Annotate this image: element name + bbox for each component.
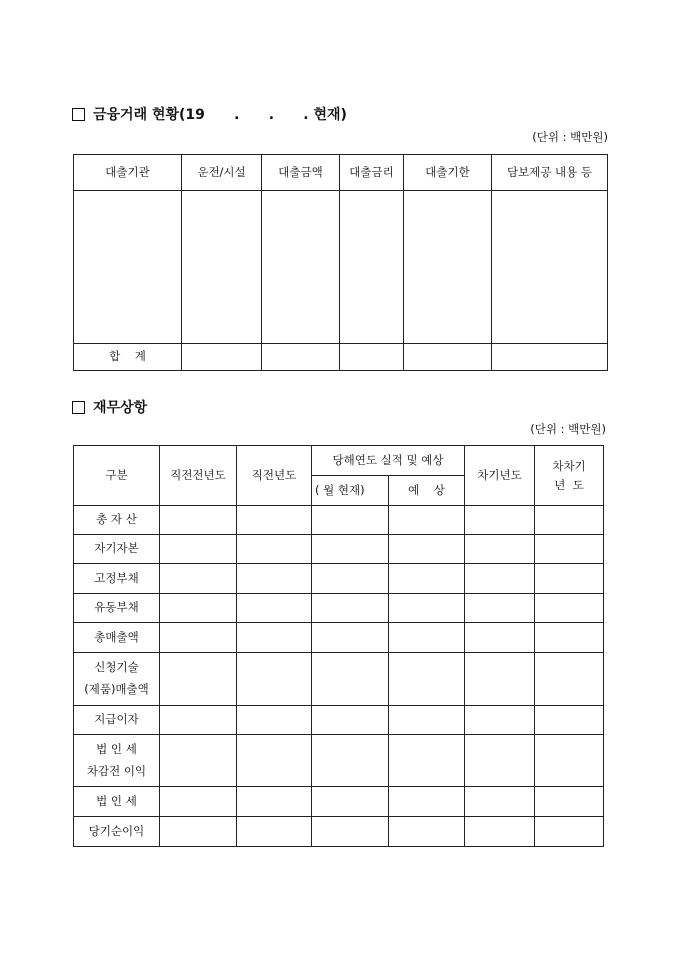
input-cell[interactable] xyxy=(535,623,604,653)
input-cell[interactable] xyxy=(237,594,312,623)
input-cell[interactable] xyxy=(237,535,312,564)
input-cell[interactable] xyxy=(160,653,237,706)
input-cell[interactable] xyxy=(465,817,535,847)
table-row xyxy=(74,564,604,594)
input-cell[interactable] xyxy=(160,506,237,535)
input-cell[interactable] xyxy=(312,787,389,817)
input-cell[interactable] xyxy=(160,735,237,787)
row-label xyxy=(74,653,160,706)
input-cell[interactable] xyxy=(160,706,237,735)
input-cell[interactable] xyxy=(312,594,389,623)
row-label-line: 차감전 이익 xyxy=(86,763,147,778)
input-cell[interactable] xyxy=(465,653,535,706)
header-prev1: 직전년도 xyxy=(237,446,312,506)
input-cell[interactable] xyxy=(389,735,465,787)
input-cell[interactable] xyxy=(404,344,492,371)
input-cell[interactable] xyxy=(465,535,535,564)
loan-table-body xyxy=(74,191,608,344)
input-cell[interactable] xyxy=(492,344,608,371)
input-cell[interactable] xyxy=(237,564,312,594)
header-next2 xyxy=(535,446,604,506)
input-cell[interactable] xyxy=(535,535,604,564)
input-cell[interactable] xyxy=(389,623,465,653)
checkbox-square-icon xyxy=(72,401,85,414)
unit-label: (단위 : 백만원) xyxy=(530,422,606,436)
input-cell[interactable] xyxy=(262,191,340,344)
input-cell[interactable] xyxy=(312,653,389,706)
input-cell[interactable] xyxy=(160,535,237,564)
row-label-line: 법 인 세 xyxy=(96,741,137,756)
section-title-financial-status xyxy=(72,397,147,417)
row-label-line: 유동부채 xyxy=(94,600,139,615)
row-label-line: 신청기술 xyxy=(94,660,139,675)
input-cell[interactable] xyxy=(465,506,535,535)
checkbox-square-icon xyxy=(72,108,85,121)
input-cell[interactable] xyxy=(312,817,389,847)
input-cell[interactable] xyxy=(465,564,535,594)
header-current-actual: ( 월 현재) xyxy=(312,476,389,506)
row-label-line: 지급이자 xyxy=(94,712,139,727)
table-row xyxy=(74,506,604,535)
table-row xyxy=(74,623,604,653)
input-cell[interactable] xyxy=(237,787,312,817)
row-label xyxy=(74,817,160,847)
row-label-line: 자기자본 xyxy=(94,541,139,556)
input-cell[interactable] xyxy=(389,817,465,847)
input-cell[interactable] xyxy=(74,191,182,344)
row-label xyxy=(74,564,160,594)
header-prev2: 직전전년도 xyxy=(160,446,237,506)
total-label: 합 계 xyxy=(74,344,182,371)
row-label xyxy=(74,706,160,735)
input-cell[interactable] xyxy=(237,706,312,735)
header-cell: 대출기한 xyxy=(404,155,492,191)
header-cell: 대출금리 xyxy=(340,155,404,191)
input-cell[interactable] xyxy=(312,623,389,653)
input-cell[interactable] xyxy=(492,191,608,344)
input-cell[interactable] xyxy=(160,817,237,847)
input-cell[interactable] xyxy=(389,653,465,706)
row-label xyxy=(74,506,160,535)
input-cell[interactable] xyxy=(535,787,604,817)
input-cell[interactable] xyxy=(237,817,312,847)
row-label-line: 법 인 세 xyxy=(96,793,137,808)
financial-table-header xyxy=(74,446,604,476)
row-label xyxy=(74,623,160,653)
input-cell[interactable] xyxy=(465,706,535,735)
header-cell: 대출금액 xyxy=(262,155,340,191)
input-cell[interactable] xyxy=(535,594,604,623)
input-cell[interactable] xyxy=(340,344,404,371)
section-title-text: 재무상항 xyxy=(93,400,148,416)
input-cell[interactable] xyxy=(312,706,389,735)
input-cell[interactable] xyxy=(237,653,312,706)
loan-table-header xyxy=(74,155,608,191)
input-cell[interactable] xyxy=(312,535,389,564)
header-current: 당해연도 실적 및 예상 xyxy=(312,446,465,476)
table-row xyxy=(74,535,604,564)
input-cell[interactable] xyxy=(182,191,262,344)
input-cell[interactable] xyxy=(182,344,262,371)
input-cell[interactable] xyxy=(535,817,604,847)
input-cell[interactable] xyxy=(389,706,465,735)
input-cell[interactable] xyxy=(535,735,604,787)
header-current-forecast: 예 상 xyxy=(389,476,465,506)
header-cell: 운전/시설 xyxy=(182,155,262,191)
section-title-text: 금융거래 현황(19 . . . 현재) xyxy=(93,107,347,123)
row-label xyxy=(74,735,160,787)
row-label-line: 당기순이익 xyxy=(88,823,145,838)
table-row xyxy=(74,735,604,787)
financial-table xyxy=(73,445,604,847)
row-label-line: 고정부채 xyxy=(94,570,139,585)
table-row xyxy=(74,653,604,706)
input-cell[interactable] xyxy=(535,506,604,535)
input-cell[interactable] xyxy=(389,787,465,817)
input-cell[interactable] xyxy=(160,623,237,653)
row-label xyxy=(74,594,160,623)
input-cell[interactable] xyxy=(389,535,465,564)
input-cell[interactable] xyxy=(389,564,465,594)
input-cell[interactable] xyxy=(465,735,535,787)
input-cell[interactable] xyxy=(535,706,604,735)
loan-table xyxy=(73,154,608,371)
input-cell[interactable] xyxy=(389,506,465,535)
unit-label: (단위 : 백만원) xyxy=(532,130,608,144)
input-cell[interactable] xyxy=(262,344,340,371)
header-category: 구분 xyxy=(74,446,160,506)
input-cell[interactable] xyxy=(535,653,604,706)
input-cell[interactable] xyxy=(237,506,312,535)
input-cell[interactable] xyxy=(465,623,535,653)
row-label-line: 총 자 산 xyxy=(96,512,137,527)
input-cell[interactable] xyxy=(160,564,237,594)
row-label xyxy=(74,535,160,564)
input-cell[interactable] xyxy=(465,787,535,817)
input-cell[interactable] xyxy=(535,564,604,594)
table-row xyxy=(74,594,604,623)
row-label xyxy=(74,787,160,817)
input-cell[interactable] xyxy=(312,735,389,787)
table-row xyxy=(74,706,604,735)
input-cell[interactable] xyxy=(465,594,535,623)
input-cell[interactable] xyxy=(237,623,312,653)
loan-table-total xyxy=(74,344,608,371)
section-title-financial-transactions xyxy=(72,104,347,124)
header-next1: 차기년도 xyxy=(465,446,535,506)
header-cell: 대출기관 xyxy=(74,155,182,191)
header-next2-line1: 차차기 xyxy=(552,459,586,474)
header-cell: 담보제공 내용 등 xyxy=(492,155,608,191)
input-cell[interactable] xyxy=(237,735,312,787)
input-cell[interactable] xyxy=(312,506,389,535)
row-label-line: 총매출액 xyxy=(94,629,139,644)
input-cell[interactable] xyxy=(340,191,404,344)
header-next2-line2: 년 도 xyxy=(554,477,584,492)
input-cell[interactable] xyxy=(389,594,465,623)
input-cell[interactable] xyxy=(404,191,492,344)
table-row xyxy=(74,787,604,817)
input-cell[interactable] xyxy=(160,787,237,817)
input-cell[interactable] xyxy=(160,594,237,623)
table-row xyxy=(74,817,604,847)
row-label-line: (제품)매출액 xyxy=(84,682,149,696)
input-cell[interactable] xyxy=(312,564,389,594)
